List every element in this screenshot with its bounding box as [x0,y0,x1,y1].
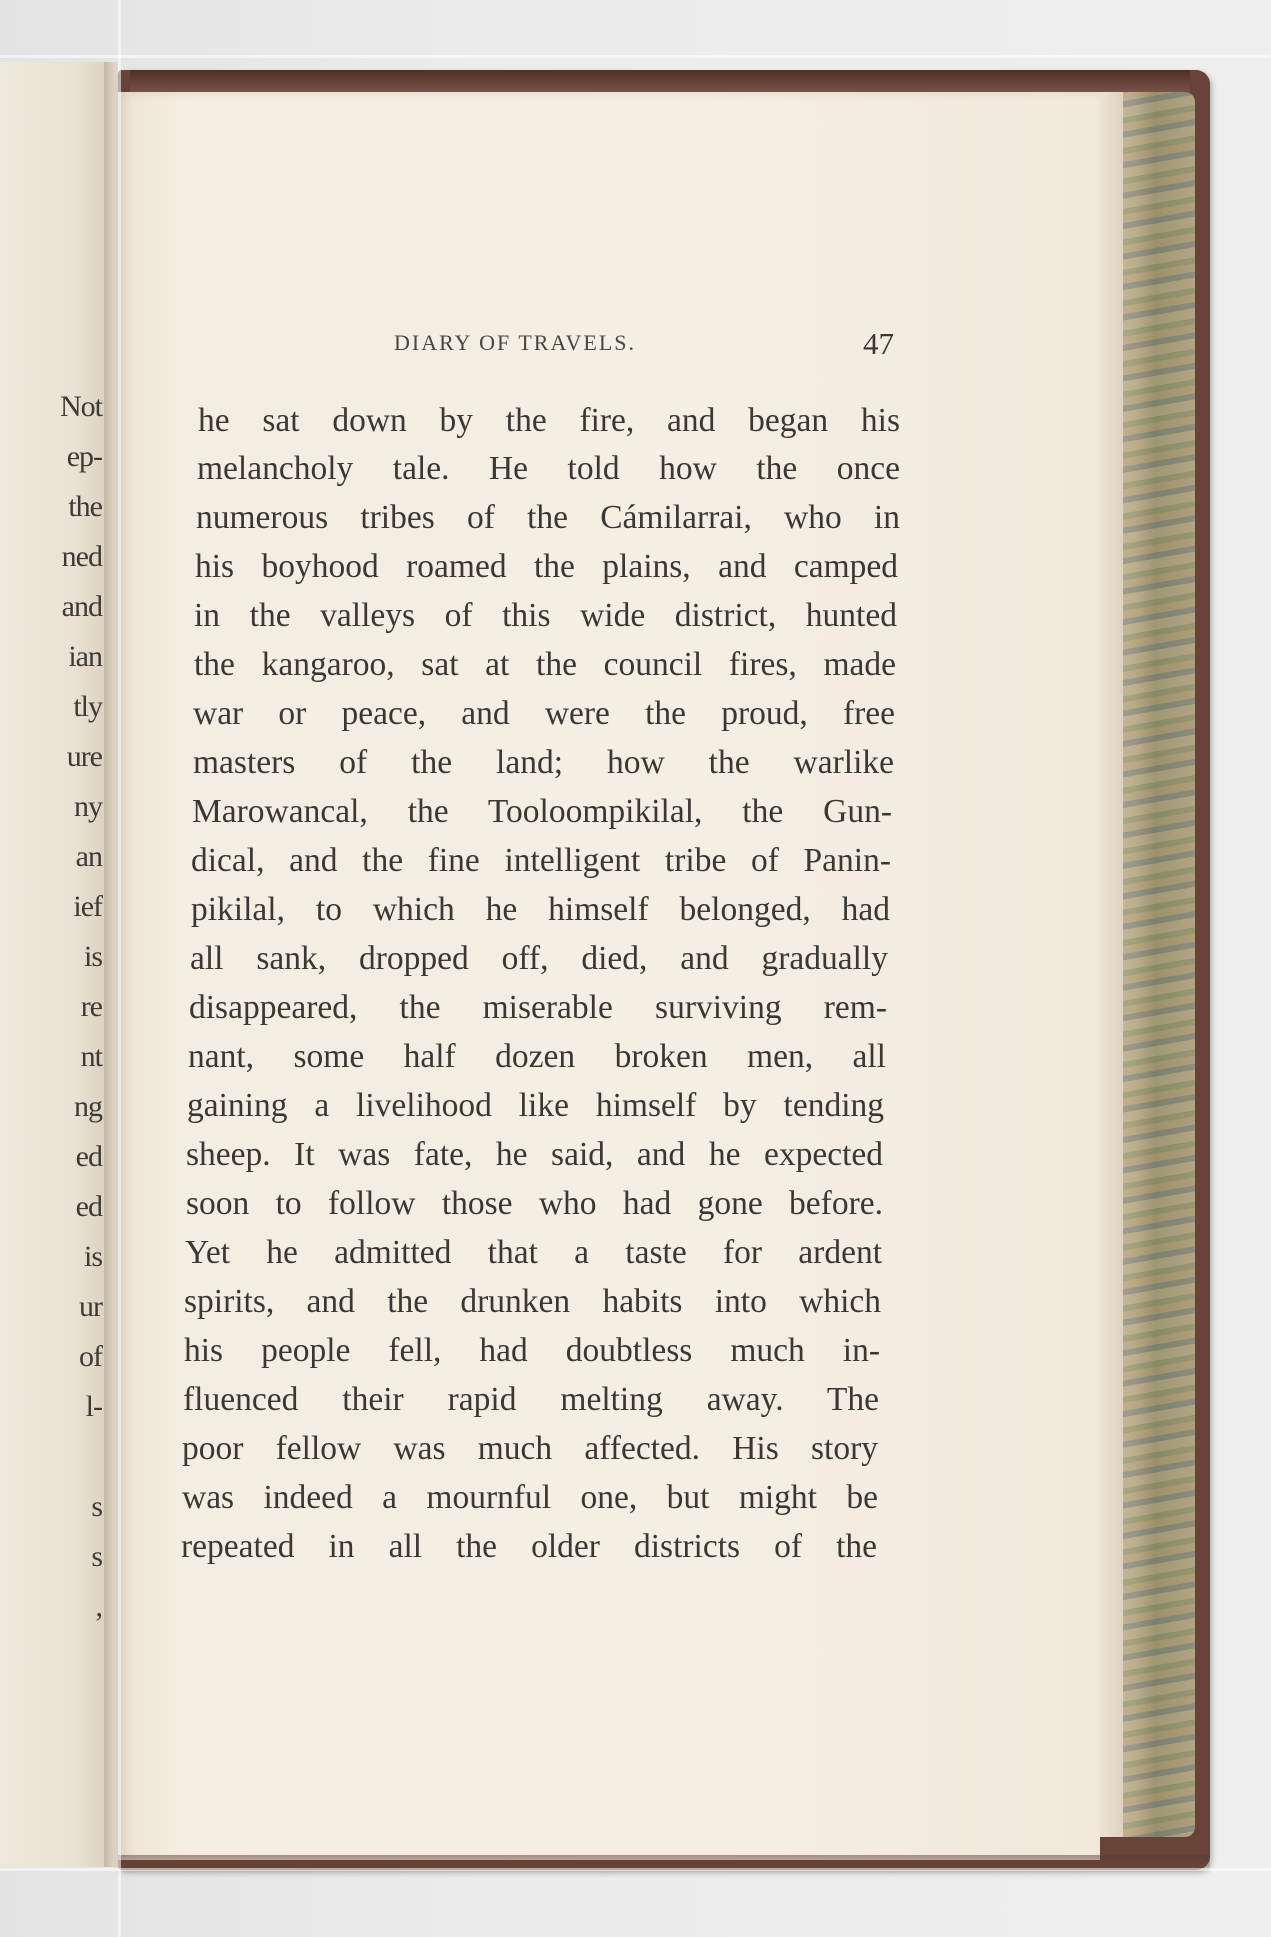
sleeve-edge-bottom [0,1868,1271,1871]
sleeve-edge-horizontal [0,55,1271,58]
text-line: all sank, dropped off, died, and gradually [190,940,888,977]
text-line: in the valleys of this wide district, hunted [194,597,897,634]
text-line: melancholy tale. He told how the once [197,450,900,487]
text-line: war or peace, and were the proud, free [193,695,895,732]
book-cover-top-edge [130,70,1190,92]
text-line: Marowancal, the Tooloompikilal, the Gun- [192,793,892,830]
left-page-fragment: ed [75,1190,102,1223]
left-page-fragment: re [80,990,102,1023]
left-page-fragment: ur [79,1290,102,1323]
left-page-fragment: nt [80,1040,102,1073]
left-page-fragment: ng [74,1090,102,1123]
text-line: Yet he admitted that a taste for ardent [185,1234,882,1271]
text-line: nant, some half dozen broken men, all [188,1038,886,1075]
text-line: repeated in all the older districts of the [181,1528,877,1565]
text-line: was indeed a mournful one, but might be [182,1479,878,1516]
left-page-fragment: is [83,940,102,973]
text-line: disappeared, the miserable surviving rem- [189,989,887,1026]
left-page-fragment: s [91,1540,102,1573]
text-line: fluenced their rapid melting away. The [183,1381,879,1418]
text-line: he sat down by the fire, and began his [198,402,900,439]
text-line: the kangaroo, sat at the council fires, made [194,646,896,683]
sleeve-edge-vertical [118,0,121,1937]
left-page-fragment: an [75,840,102,873]
left-page-fragment: of [79,1340,102,1373]
text-line: soon to follow those who had gone before. [186,1185,883,1222]
page-number: 47 [863,326,894,361]
text-line: poor fellow was much affected. His story [182,1430,878,1467]
left-page-fragment: l- [85,1390,102,1423]
left-facing-page [0,62,106,1867]
left-page-fragment: ief [73,890,102,923]
left-page-fragment: Not [60,390,102,423]
left-page-fragment: the [68,490,102,523]
left-page-fragment: is [83,1240,102,1273]
left-page-fragment: ed [75,1140,102,1173]
text-line: gaining a livelihood like himself by tending [187,1087,884,1124]
running-head: DIARY OF TRAVELS. [394,330,637,355]
text-line: sheep. It was fate, he said, and he expected [186,1136,883,1173]
left-page-fragment: ep- [66,440,102,473]
text-line: pikilal, to which he himself belonged, had [191,891,890,928]
text-line: dical, and the fine intelligent tribe of Panin- [191,842,891,879]
left-page-fragment: and [61,590,102,623]
left-page-fragment: ny [74,790,102,823]
text-line: masters of the land; how the warlike [193,744,894,781]
text-line: spirits, and the drunken habits into which [184,1283,881,1320]
book-gutter [104,62,118,1867]
left-page-fragment: tly [73,690,102,723]
left-page-fragment: ian [68,640,102,673]
left-page-fragment: ned [61,540,102,573]
left-page-fragment: s [91,1490,102,1523]
text-line: his people fell, had doubtless much in- [184,1332,880,1369]
left-page-fragment: , [95,1590,102,1623]
left-page-fragment: ure [66,740,102,773]
text-line: numerous tribes of the Cámilarrai, who in [196,499,900,536]
text-line: his boyhood roamed the plains, and camped [195,548,898,585]
